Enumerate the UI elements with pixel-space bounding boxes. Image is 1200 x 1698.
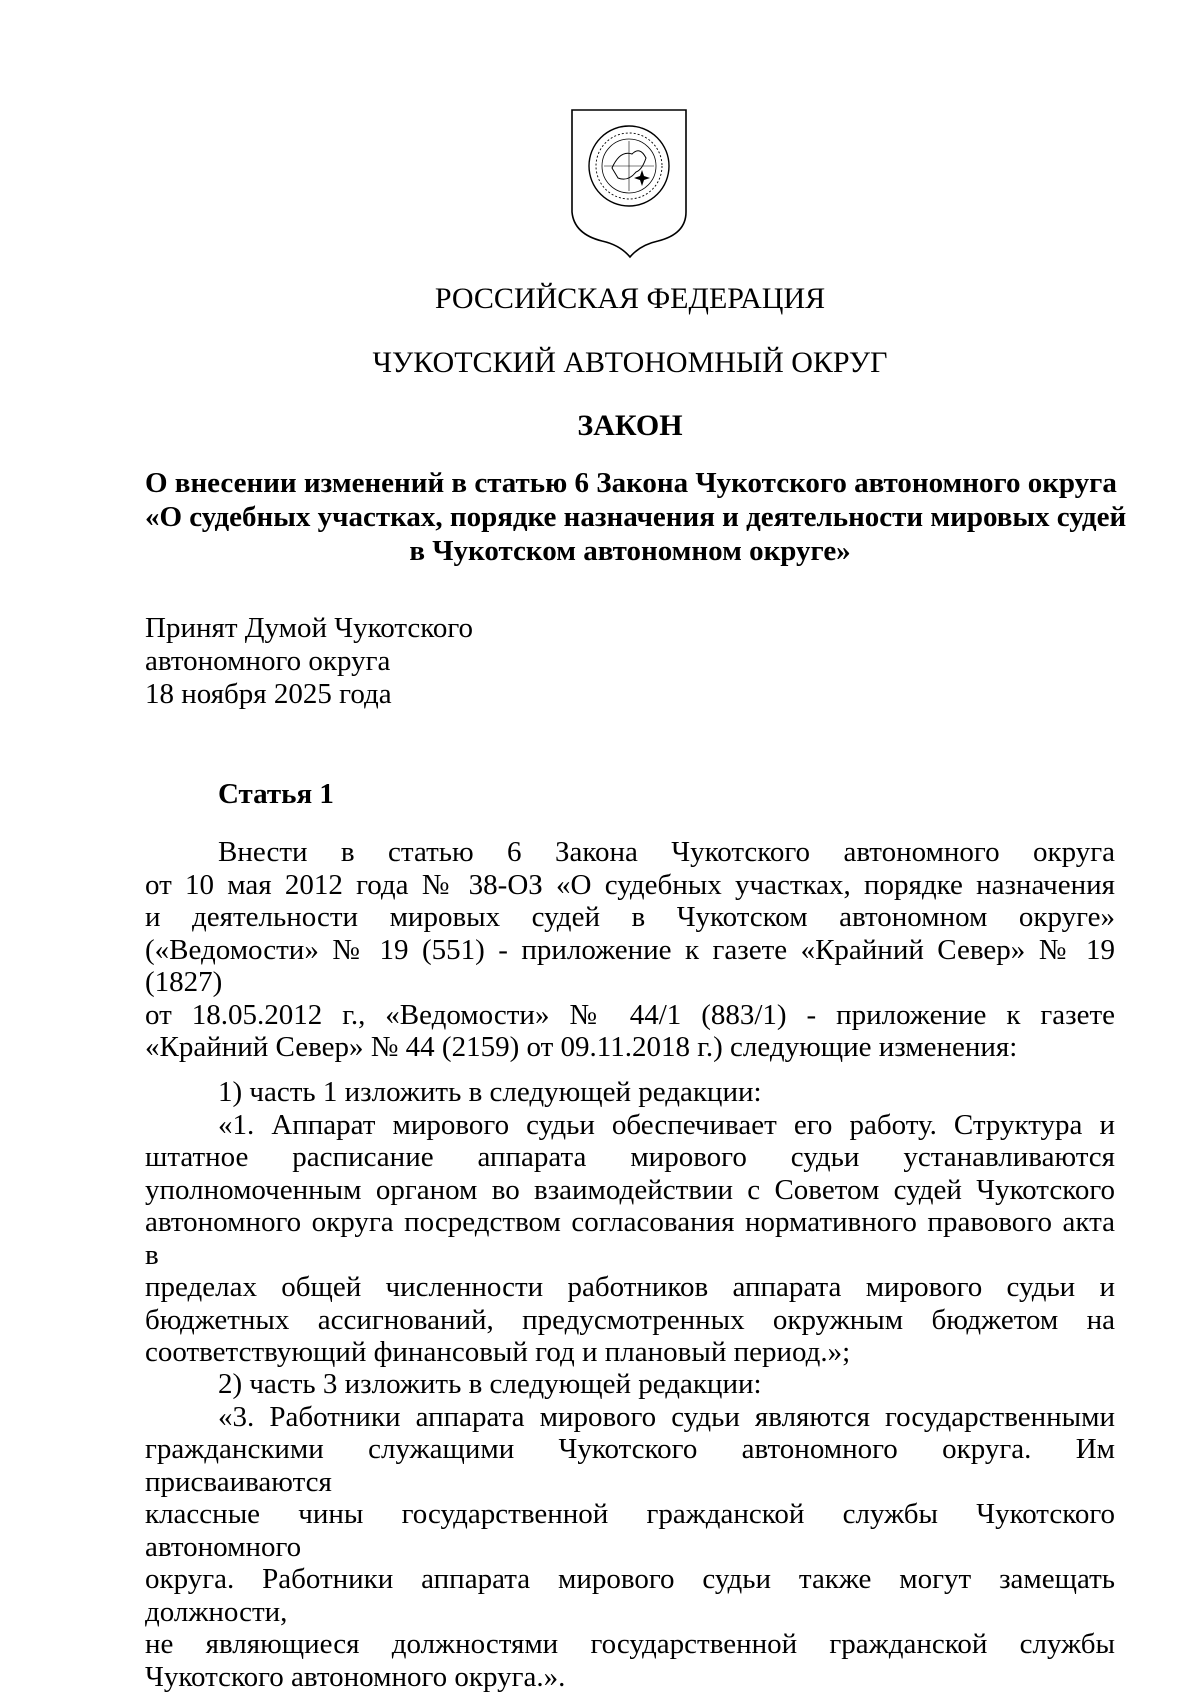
article-heading: Статья 1 — [218, 778, 334, 810]
paragraph-line: классные чины государственной гражданской службы Чукотского автономного — [145, 1498, 1115, 1563]
paragraph-line: «1. Аппарат мирового судьи обеспечивает его работу. Структура и — [218, 1108, 1115, 1141]
adoption-line: Принят Думой Чукотского — [145, 612, 474, 644]
coat-of-arms-emblem — [570, 108, 688, 260]
amendment-item-1 — [145, 1076, 1115, 1369]
paragraph-line: Внести в статью 6 Закона Чукотского автономного округа — [218, 836, 1115, 868]
paragraph-line: соответствующий финансовый год и плановый период.»; — [145, 1336, 851, 1368]
article-intro-paragraph — [145, 836, 1115, 1064]
document-type: ЗАКОН — [577, 409, 683, 442]
paragraph-line: округа. Работники аппарата мирового судьи также могут замещать должности, — [145, 1563, 1115, 1628]
adoption-line: автономного округа — [145, 645, 391, 677]
item-heading: 1) часть 1 изложить в следующей редакции: — [218, 1076, 762, 1108]
paragraph-line: автономного округа посредством согласования нормативного правового акта в — [145, 1206, 1115, 1271]
paragraph-line: («Ведомости» № 19 (551) - приложение к газете «Крайний Север» № 19 (1827) — [145, 933, 1115, 998]
law-title-line: «О судебных участках, порядке назначения и деятельности мировых судей — [145, 501, 1127, 533]
paragraph-line: от 10 мая 2012 года № 38-ОЗ «О судебных участках, порядке назначения — [145, 868, 1115, 901]
paragraph-line: от 18.05.2012 г., «Ведомости» № 44/1 (883/1) - приложение к газете — [145, 998, 1115, 1031]
paragraph-line: и деятельности мировых судей в Чукотском автономном округе» — [145, 901, 1115, 933]
country-name: РОССИЙСКАЯ ФЕДЕРАЦИЯ — [434, 282, 826, 315]
amendment-item-2 — [145, 1368, 1115, 1693]
paragraph-line: Чукотского автономного округа.». — [145, 1660, 566, 1693]
item-heading: 2) часть 3 изложить в следующей редакции: — [218, 1368, 762, 1400]
law-title — [145, 466, 1127, 568]
paragraph-line: гражданскими служащими Чукотского автономного округа. Им присваиваются — [145, 1433, 1115, 1498]
paragraph-line: пределах общей численности работников аппарата мирового судьи и — [145, 1271, 1115, 1303]
paragraph-line: не являющиеся должностями государственной гражданской службы — [145, 1628, 1115, 1660]
paragraph-line: «Крайний Север» № 44 (2159) от 09.11.2018 г.) следующие изменения: — [145, 1031, 1018, 1063]
law-title-line: в Чукотском автономном округе» — [409, 535, 851, 567]
paragraph-line: бюджетных ассигнований, предусмотренных окружным бюджетом на — [145, 1303, 1115, 1336]
law-title-line: О внесении изменений в статью 6 Закона Чукотского автономного округа — [145, 467, 1117, 499]
adoption-date: 18 ноября 2025 года — [145, 678, 392, 710]
paragraph-line: «3. Работники аппарата мирового судьи являются государственными — [218, 1400, 1115, 1433]
paragraph-line: уполномоченным органом во взаимодействии с Советом судей Чукотского — [145, 1173, 1115, 1206]
region-name: ЧУКОТСКИЙ АВТОНОМНЫЙ ОКРУГ — [372, 346, 888, 379]
paragraph-line: штатное расписание аппарата мирового судьи устанавливаются — [145, 1141, 1115, 1173]
adoption-note — [145, 612, 473, 711]
